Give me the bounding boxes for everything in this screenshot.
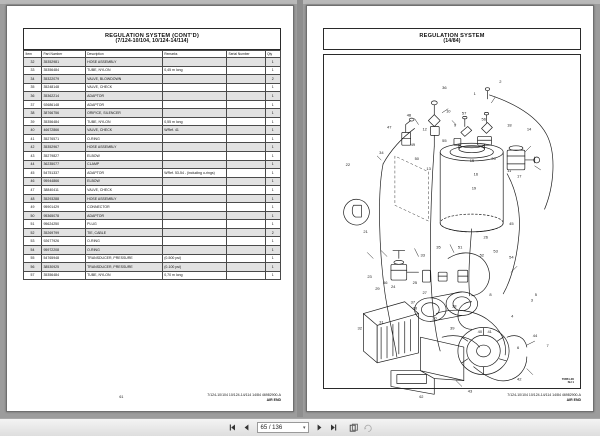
table-row xyxy=(24,92,281,101)
svg-text:16: 16 xyxy=(473,171,479,177)
cell-description: O-RING xyxy=(85,237,162,246)
cell-remarks xyxy=(162,152,226,161)
cell-item: 40 xyxy=(24,126,42,135)
left-footer-model-line: 7/124-10/104 10/124-14/114 14/84 46982900-A xyxy=(207,393,281,398)
cell-qty: 1 xyxy=(265,186,280,195)
page-indicator-text: 65 / 136 xyxy=(260,424,283,431)
cell-description: ORIFICE, SILENCER xyxy=(85,109,162,118)
cell-qty: 1 xyxy=(265,237,280,246)
cell-remarks xyxy=(162,92,226,101)
svg-text:3: 3 xyxy=(530,297,534,303)
page-number-input[interactable] xyxy=(257,422,309,433)
cell-qty: 1 xyxy=(265,254,280,263)
svg-text:56: 56 xyxy=(481,116,487,122)
cell-serial-number xyxy=(227,134,266,143)
cell-remarks: (0-500 psi) xyxy=(162,254,226,263)
cell-qty: 1 xyxy=(265,263,280,272)
cell-item: 47 xyxy=(24,186,42,195)
svg-text:26: 26 xyxy=(483,234,488,240)
cell-qty: 1 xyxy=(265,211,280,220)
cell-description: O-RING xyxy=(85,246,162,255)
cell-remarks xyxy=(162,220,226,229)
cell-description: CONNECTOR xyxy=(85,203,162,212)
cell-remarks: WRef. 53-54 - (including o-rings) xyxy=(162,169,226,178)
svg-text:48: 48 xyxy=(406,112,412,118)
cell-qty: 1 xyxy=(265,109,280,118)
table-row xyxy=(24,66,281,75)
cell-description: HOSE ASSEMBLY xyxy=(85,143,162,152)
cell-item: 45 xyxy=(24,169,42,178)
cell-remarks: (0-100 psi) xyxy=(162,263,226,272)
svg-text:11: 11 xyxy=(507,167,512,173)
right-page-footer xyxy=(507,393,581,402)
column-header-part-number: Part Number xyxy=(41,51,85,58)
cell-serial-number xyxy=(227,220,266,229)
svg-text:13: 13 xyxy=(426,165,431,171)
table-row xyxy=(24,169,281,178)
svg-text:30: 30 xyxy=(432,315,437,321)
cell-description: VALVE, CHECK xyxy=(85,186,162,195)
cell-serial-number xyxy=(227,203,266,212)
svg-text:45: 45 xyxy=(509,220,514,226)
cell-item: 55 xyxy=(24,254,42,263)
svg-text:47: 47 xyxy=(387,124,392,130)
cell-serial-number xyxy=(227,92,266,101)
cell-item: 57 xyxy=(24,271,42,280)
cell-item: 49 xyxy=(24,203,42,212)
parts-table-body xyxy=(24,58,281,280)
svg-text:8: 8 xyxy=(489,291,492,297)
cell-part-number: 35356484 xyxy=(41,117,85,126)
cell-serial-number xyxy=(227,254,266,263)
left-page-subtitle: (7/124-10/104, 10/124-14/114) xyxy=(115,38,189,45)
table-row xyxy=(24,186,281,195)
table-row xyxy=(24,143,281,152)
parts-table-header-row xyxy=(24,51,281,58)
svg-text:23: 23 xyxy=(367,274,372,280)
cell-part-number: 35293288 xyxy=(41,194,85,203)
table-row xyxy=(24,117,281,126)
navigation-toolbar xyxy=(0,418,600,436)
cell-qty: 1 xyxy=(265,246,280,255)
cell-part-number: 35356484 xyxy=(41,271,85,280)
left-page-footer xyxy=(207,393,281,402)
cell-remarks xyxy=(162,186,226,195)
cell-part-number: 95944866 xyxy=(41,177,85,186)
svg-text:35: 35 xyxy=(436,244,441,250)
svg-text:55: 55 xyxy=(442,138,447,144)
svg-text:43: 43 xyxy=(467,388,473,394)
svg-text:36: 36 xyxy=(442,85,447,91)
svg-text:41: 41 xyxy=(487,329,492,335)
drawing-code-line1: 70851-00 xyxy=(561,376,574,381)
cell-qty: 1 xyxy=(265,203,280,212)
svg-text:19: 19 xyxy=(471,185,477,191)
svg-text:32: 32 xyxy=(357,325,362,331)
svg-text:4: 4 xyxy=(511,313,514,319)
table-row xyxy=(24,134,281,143)
cell-part-number: 95365078 xyxy=(41,211,85,220)
column-header-remarks: Remarks xyxy=(162,51,226,58)
cell-remarks xyxy=(162,143,226,152)
cell-remarks xyxy=(162,83,226,92)
svg-text:28: 28 xyxy=(412,305,418,311)
drawing-code xyxy=(562,378,574,384)
column-header-item: Item xyxy=(24,51,42,58)
cell-part-number: 95972208 xyxy=(41,246,85,255)
cell-part-number: 35276571 xyxy=(41,134,85,143)
cell-serial-number xyxy=(227,83,266,92)
cell-serial-number xyxy=(227,58,266,67)
cell-part-number: 36235077 xyxy=(41,160,85,169)
svg-text:42: 42 xyxy=(516,376,522,382)
table-row xyxy=(24,152,281,161)
cell-qty: 1 xyxy=(265,177,280,186)
next-page-icon xyxy=(315,423,324,432)
cell-item: 39 xyxy=(24,117,42,126)
cell-remarks xyxy=(162,194,226,203)
cell-description: VALVE, CHECK xyxy=(85,83,162,92)
cell-qty: 1 xyxy=(265,220,280,229)
cell-qty: 1 xyxy=(265,152,280,161)
svg-text:40: 40 xyxy=(477,329,483,335)
right-footer-section-line: AIR END xyxy=(566,397,581,402)
svg-text:12: 12 xyxy=(422,126,427,132)
svg-text:51: 51 xyxy=(457,244,463,250)
cell-description: TIE, CABLE xyxy=(85,228,162,237)
fit-page-icon xyxy=(349,423,359,433)
cell-item: 50 xyxy=(24,211,42,220)
cell-remarks xyxy=(162,75,226,84)
cell-description: TUBE, NYLON xyxy=(85,271,162,280)
cell-part-number: 35248148 xyxy=(41,83,85,92)
left-page-title: REGULATION SYSTEM (CONT'D) xyxy=(104,32,200,39)
cell-item: 37 xyxy=(24,100,42,109)
cell-description: PLUG xyxy=(85,220,162,229)
cell-description: ADAPTOR xyxy=(85,211,162,220)
cell-item: 56 xyxy=(24,263,42,272)
column-header-qty: Qty xyxy=(265,51,280,58)
cell-part-number: 54765948 xyxy=(41,254,85,263)
left-page-number: 61 xyxy=(119,395,124,399)
cell-item: 41 xyxy=(24,134,42,143)
previous-page-button[interactable] xyxy=(241,422,252,434)
table-row xyxy=(24,100,281,109)
cell-item: 34 xyxy=(24,75,42,84)
cell-description: TUBE, NYLON xyxy=(85,117,162,126)
cell-part-number: 35279827 xyxy=(41,152,85,161)
left-title-block xyxy=(23,28,281,50)
cell-serial-number xyxy=(227,75,266,84)
last-page-icon xyxy=(329,423,338,432)
table-row xyxy=(24,160,281,169)
table-row xyxy=(24,263,281,272)
svg-text:46: 46 xyxy=(383,280,388,286)
cell-description: ADAPTOR xyxy=(85,169,162,178)
cell-description: TUBE, NYLON xyxy=(85,66,162,75)
cell-item: 32 xyxy=(24,58,42,67)
cell-qty: 1 xyxy=(265,194,280,203)
cell-part-number: 46672866 xyxy=(41,126,85,135)
cell-qty: 1 xyxy=(265,66,280,75)
page-gutter xyxy=(297,0,303,417)
cell-remarks xyxy=(162,203,226,212)
svg-text:37: 37 xyxy=(410,299,416,305)
rotate-button[interactable] xyxy=(363,422,374,434)
last-page-button[interactable] xyxy=(328,422,339,434)
svg-text:29: 29 xyxy=(375,285,380,291)
cell-remarks xyxy=(162,134,226,143)
right-footer-model-line: 7/124-10/104 10/124-14/114 14/84 46982900-A xyxy=(507,393,581,398)
cell-part-number: 35352967 xyxy=(41,143,85,152)
cell-serial-number xyxy=(227,228,266,237)
first-page-icon xyxy=(228,423,237,432)
cell-qty: 1 xyxy=(265,58,280,67)
svg-text:57: 57 xyxy=(461,110,467,116)
svg-text:33: 33 xyxy=(420,252,425,258)
svg-text:7: 7 xyxy=(546,343,549,349)
cell-serial-number xyxy=(227,169,266,178)
fit-page-button[interactable] xyxy=(349,422,360,434)
svg-text:22: 22 xyxy=(345,161,351,167)
cell-qty: 1 xyxy=(265,143,280,152)
cell-part-number: 38840411 xyxy=(41,186,85,195)
cell-description: O-RING xyxy=(85,134,162,143)
cell-item: 44 xyxy=(24,160,42,169)
right-page-title: REGULATION SYSTEM xyxy=(419,32,485,39)
column-header-serial-number: Serial Number xyxy=(227,51,266,58)
cell-item: 42 xyxy=(24,143,42,152)
svg-text:24: 24 xyxy=(390,283,396,289)
cell-remarks xyxy=(162,177,226,186)
table-row xyxy=(24,220,281,229)
cell-serial-number xyxy=(227,246,266,255)
svg-text:21: 21 xyxy=(363,228,368,234)
cell-qty: 1 xyxy=(265,83,280,92)
svg-text:50: 50 xyxy=(414,155,420,161)
table-row xyxy=(24,126,281,135)
cell-serial-number xyxy=(227,109,266,118)
svg-text:44: 44 xyxy=(532,333,538,339)
chevron-down-icon: ▾ xyxy=(302,424,306,431)
table-row xyxy=(24,271,281,280)
cell-description: ELBOW xyxy=(85,152,162,161)
cell-serial-number xyxy=(227,237,266,246)
svg-text:53: 53 xyxy=(493,248,498,254)
svg-text:18: 18 xyxy=(507,122,512,128)
cell-part-number: 35362214 xyxy=(41,92,85,101)
table-row xyxy=(24,246,281,255)
cell-description: ADAPTOR xyxy=(85,100,162,109)
table-row xyxy=(24,237,281,246)
cell-serial-number xyxy=(227,271,266,280)
page-left-sheet xyxy=(7,6,293,411)
right-title-block xyxy=(323,28,581,50)
cell-part-number: 54751337 xyxy=(41,169,85,178)
cell-part-number: 38530925 xyxy=(41,263,85,272)
svg-text:14: 14 xyxy=(526,126,532,132)
cell-item: 54 xyxy=(24,246,42,255)
cell-description: TRANSDUCER, PRESSURE xyxy=(85,263,162,272)
rotate-icon xyxy=(363,423,373,433)
cell-qty: 1 xyxy=(265,134,280,143)
svg-text:27: 27 xyxy=(422,289,427,295)
cell-serial-number xyxy=(227,194,266,203)
right-page-subtitle: (14/84) xyxy=(443,38,461,45)
svg-text:54: 54 xyxy=(509,254,514,260)
drawing-code-line2: SH 1 xyxy=(567,379,574,384)
table-row xyxy=(24,83,281,92)
cell-qty: 1 xyxy=(265,169,280,178)
svg-text:5: 5 xyxy=(534,291,537,297)
cell-qty: 2 xyxy=(265,75,280,84)
cell-item: 38 xyxy=(24,109,42,118)
svg-text:38: 38 xyxy=(452,303,457,309)
cell-item: 53 xyxy=(24,237,42,246)
svg-text:2: 2 xyxy=(499,79,502,85)
cell-serial-number xyxy=(227,177,266,186)
cell-remarks xyxy=(162,100,226,109)
cell-description: HOSE ASSEMBLY xyxy=(85,194,162,203)
cell-part-number: 35269799 xyxy=(41,228,85,237)
cell-description: TRANSDUCER, PRESSURE xyxy=(85,254,162,263)
svg-text:25: 25 xyxy=(412,280,418,286)
svg-text:20: 20 xyxy=(491,155,496,161)
svg-text:39: 39 xyxy=(450,325,455,331)
cell-qty: 1 xyxy=(265,126,280,135)
cell-qty: 1 xyxy=(265,271,280,280)
cell-item: 46 xyxy=(24,177,42,186)
svg-text:34: 34 xyxy=(379,150,384,156)
cell-part-number: 35352981 xyxy=(41,58,85,67)
svg-text:52: 52 xyxy=(479,252,485,258)
cell-remarks: 0,70 m long xyxy=(162,271,226,280)
cell-serial-number xyxy=(227,160,266,169)
left-footer-section-line: AIR END xyxy=(266,397,281,402)
cell-part-number: 92677926 xyxy=(41,237,85,246)
cell-serial-number xyxy=(227,152,266,161)
page-right-sheet xyxy=(307,6,593,411)
cell-qty: 2 xyxy=(265,228,280,237)
right-page-number: 62 xyxy=(419,395,424,399)
cell-description: VALVE, BLOWDOWN xyxy=(85,75,162,84)
cell-item: 43 xyxy=(24,152,42,161)
parts-table-head xyxy=(24,51,281,58)
cell-qty: 1 xyxy=(265,100,280,109)
document-page-right[interactable] xyxy=(306,5,594,412)
parts-table xyxy=(23,50,281,280)
cell-remarks xyxy=(162,109,226,118)
cell-serial-number xyxy=(227,263,266,272)
cell-item: 35 xyxy=(24,83,42,92)
table-row xyxy=(24,203,281,212)
cell-serial-number xyxy=(227,126,266,135)
table-row xyxy=(24,194,281,203)
cell-item: 48 xyxy=(24,194,42,203)
cell-remarks xyxy=(162,246,226,255)
cell-qty: 1 xyxy=(265,117,280,126)
table-row xyxy=(24,254,281,263)
cell-description: HOSE ASSEMBLY xyxy=(85,58,162,67)
cell-description: CLAMP xyxy=(85,160,162,169)
cell-description: ELBOW xyxy=(85,177,162,186)
cell-part-number: 95624250 xyxy=(41,220,85,229)
cell-remarks xyxy=(162,58,226,67)
cell-serial-number xyxy=(227,186,266,195)
cell-description: VALVE, CHECK xyxy=(85,126,162,135)
cell-part-number: 92686148 xyxy=(41,100,85,109)
cell-remarks xyxy=(162,237,226,246)
svg-text:9: 9 xyxy=(453,122,457,128)
svg-text:15: 15 xyxy=(469,157,475,163)
first-page-button[interactable] xyxy=(227,422,238,434)
svg-text:6: 6 xyxy=(516,345,520,351)
column-header-description: Description xyxy=(85,51,162,58)
next-page-button[interactable] xyxy=(314,422,325,434)
cell-part-number: 38766756 xyxy=(41,109,85,118)
cell-qty: 1 xyxy=(265,160,280,169)
table-row xyxy=(24,177,281,186)
cell-item: 36 xyxy=(24,92,42,101)
svg-text:49: 49 xyxy=(410,142,416,148)
cell-serial-number xyxy=(227,211,266,220)
cell-remarks: WRef. 41 xyxy=(162,126,226,135)
regulation-system-drawing xyxy=(324,55,580,394)
previous-page-icon xyxy=(242,423,251,432)
exploded-parts-diagram xyxy=(323,54,581,394)
cell-part-number: 35356484 xyxy=(41,66,85,75)
cell-part-number: 35322079 xyxy=(41,75,85,84)
svg-text:17: 17 xyxy=(516,173,522,179)
cell-remarks: 0,55 m long xyxy=(162,117,226,126)
cell-remarks xyxy=(162,160,226,169)
cell-item: 33 xyxy=(24,66,42,75)
cell-remarks xyxy=(162,228,226,237)
table-row xyxy=(24,228,281,237)
document-page-left[interactable] xyxy=(6,5,294,412)
table-row xyxy=(24,75,281,84)
cell-part-number: 95901429 xyxy=(41,203,85,212)
svg-text:31: 31 xyxy=(379,319,384,325)
svg-text:10: 10 xyxy=(446,108,451,114)
svg-text:1: 1 xyxy=(473,90,476,96)
cell-remarks: 0,45 m long xyxy=(162,66,226,75)
cell-serial-number xyxy=(227,117,266,126)
cell-qty: 1 xyxy=(265,92,280,101)
cell-remarks xyxy=(162,211,226,220)
cell-serial-number xyxy=(227,66,266,75)
table-row xyxy=(24,58,281,67)
cell-serial-number xyxy=(227,100,266,109)
cell-item: 51 xyxy=(24,220,42,229)
cell-serial-number xyxy=(227,143,266,152)
cell-description: ADAPTOR xyxy=(85,92,162,101)
table-row xyxy=(24,109,281,118)
cell-item: 52 xyxy=(24,228,42,237)
table-row xyxy=(24,211,281,220)
